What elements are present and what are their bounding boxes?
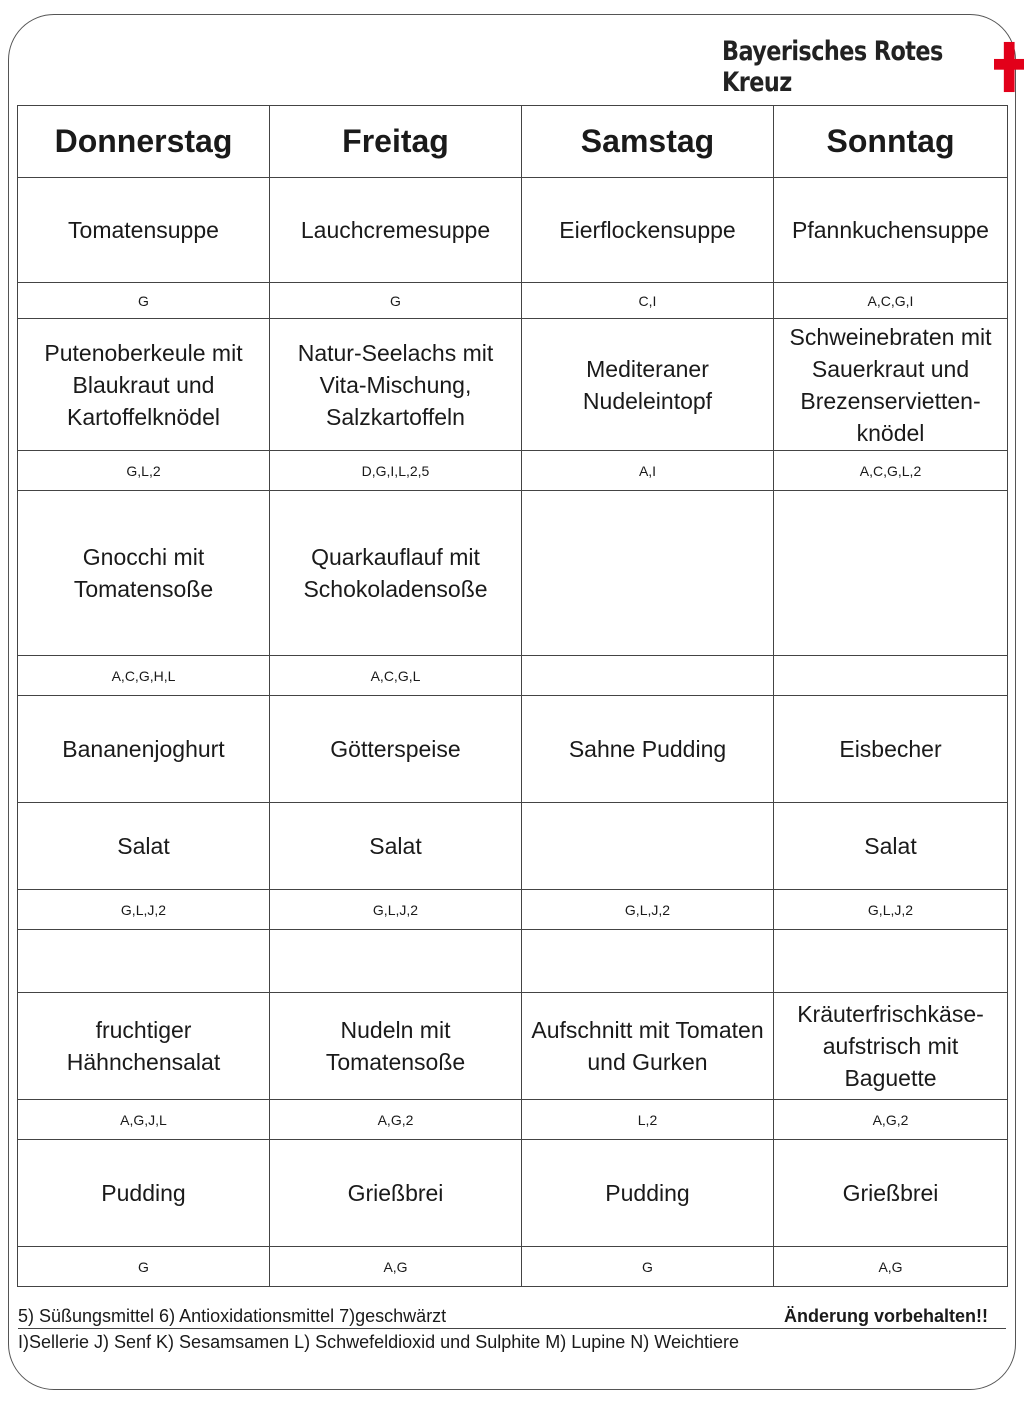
- day-header: Samstag: [522, 106, 774, 178]
- alt-dish-row: [18, 491, 1008, 656]
- dish-cell: Putenoberkeule mit Blaukraut und Kartoffelknödel: [18, 319, 270, 451]
- dish-cell: Eierflockensuppe: [522, 178, 774, 283]
- allergen-cell: G,L,J,2: [18, 890, 270, 930]
- allergen-cell: G: [18, 283, 270, 319]
- dish-cell: Tomatensuppe: [18, 178, 270, 283]
- allergen-cell: A,G,2: [270, 1100, 522, 1140]
- brk-logo: [722, 38, 1024, 96]
- dish-cell: Schweinebraten mit Sauerkraut und Brezenservietten-knödel: [774, 319, 1008, 451]
- dish-cell: [774, 930, 1008, 993]
- allergen-row: [18, 1247, 1008, 1287]
- allergen-cell: D,G,I,L,2,5: [270, 451, 522, 491]
- allergen-cell: G: [270, 283, 522, 319]
- weekly-menu-table: [17, 105, 1008, 1287]
- dish-cell: Lauchcremesuppe: [270, 178, 522, 283]
- allergen-cell: A,G,2: [774, 1100, 1008, 1140]
- allergen-cell: G,L,J,2: [270, 890, 522, 930]
- empty-row: [18, 930, 1008, 993]
- allergen-cell: A,C,G,L,2: [774, 451, 1008, 491]
- allergen-row: [18, 283, 1008, 319]
- dish-cell: Bananenjoghurt: [18, 696, 270, 803]
- dish-cell: fruchtiger Hähnchensalat: [18, 993, 270, 1100]
- allergen-cell: A,I: [522, 451, 774, 491]
- footer-additives: [18, 1304, 1006, 1329]
- dish-cell: Mediteraner Nudeleintopf: [522, 319, 774, 451]
- dish-cell: Sahne Pudding: [522, 696, 774, 803]
- allergen-cell: G,L,J,2: [774, 890, 1008, 930]
- dish-cell: Eisbecher: [774, 696, 1008, 803]
- dessert-row: [18, 696, 1008, 803]
- supper-dessert-row: [18, 1140, 1008, 1247]
- dish-cell: Natur-Seelachs mit Vita-Mischung, Salzkartoffeln: [270, 319, 522, 451]
- allergen-cell: A,C,G,H,L: [18, 656, 270, 696]
- dish-cell: Aufschnitt mit Tomaten und Gurken: [522, 993, 774, 1100]
- allergen-cell: G: [18, 1247, 270, 1287]
- dish-cell: Pfannkuchensuppe: [774, 178, 1008, 283]
- logo-text: Bayerisches Rotes Kreuz: [722, 36, 943, 98]
- day-header: Sonntag: [774, 106, 1008, 178]
- allergen-cell: A,C,G,L: [270, 656, 522, 696]
- day-header-row: [18, 106, 1008, 178]
- dish-cell: Salat: [18, 803, 270, 890]
- allergen-cell: G: [522, 1247, 774, 1287]
- allergen-row: [18, 1100, 1008, 1140]
- allergen-row: [18, 890, 1008, 930]
- day-header: Freitag: [270, 106, 522, 178]
- dish-cell: [522, 491, 774, 656]
- dish-cell: Gnocchi mit Tomatensoße: [18, 491, 270, 656]
- dish-cell: Grießbrei: [774, 1140, 1008, 1247]
- day-header: Donnerstag: [18, 106, 270, 178]
- dish-cell: Götterspeise: [270, 696, 522, 803]
- allergen-cell: [774, 656, 1008, 696]
- allergen-cell: G,L,2: [18, 451, 270, 491]
- dish-cell: Quarkauflauf mit Schokoladensoße: [270, 491, 522, 656]
- main-dish-row: [18, 319, 1008, 451]
- allergen-cell: [522, 656, 774, 696]
- dish-cell: Salat: [270, 803, 522, 890]
- dish-cell: [774, 491, 1008, 656]
- dish-cell: Grießbrei: [270, 1140, 522, 1247]
- dish-cell: [522, 930, 774, 993]
- dish-cell: Pudding: [522, 1140, 774, 1247]
- soup-row: [18, 178, 1008, 283]
- dish-cell: Pudding: [18, 1140, 270, 1247]
- allergen-cell: A,G: [270, 1247, 522, 1287]
- dish-cell: Kräuterfrischkäse-aufstrisch mit Baguette: [774, 993, 1008, 1100]
- dish-cell: [522, 803, 774, 890]
- dish-cell: Salat: [774, 803, 1008, 890]
- allergen-cell: C,I: [522, 283, 774, 319]
- dish-cell: [270, 930, 522, 993]
- allergen-cell: A,C,G,I: [774, 283, 1008, 319]
- red-cross-icon: [994, 39, 1024, 95]
- allergen-cell: A,G,J,L: [18, 1100, 270, 1140]
- allergen-row: [18, 656, 1008, 696]
- allergen-cell: G,L,J,2: [522, 890, 774, 930]
- supper-row: [18, 993, 1008, 1100]
- allergen-cell: A,G: [774, 1247, 1008, 1287]
- allergen-legend: I)Sellerie J) Senf K) Sesamsamen L) Schwefeldioxid und Sulphite M) Lupine N) Weichtiere: [18, 1332, 739, 1352]
- allergen-cell: L,2: [522, 1100, 774, 1140]
- dish-cell: [18, 930, 270, 993]
- salad-row: [18, 803, 1008, 890]
- additives-legend: 5) Süßungsmittel 6) Antioxidationsmittel 7)geschwärzt: [18, 1306, 447, 1326]
- allergen-row: [18, 451, 1008, 491]
- dish-cell: Nudeln mit Tomatensoße: [270, 993, 522, 1100]
- change-notice: Änderung vorbehalten!!: [783, 1306, 988, 1326]
